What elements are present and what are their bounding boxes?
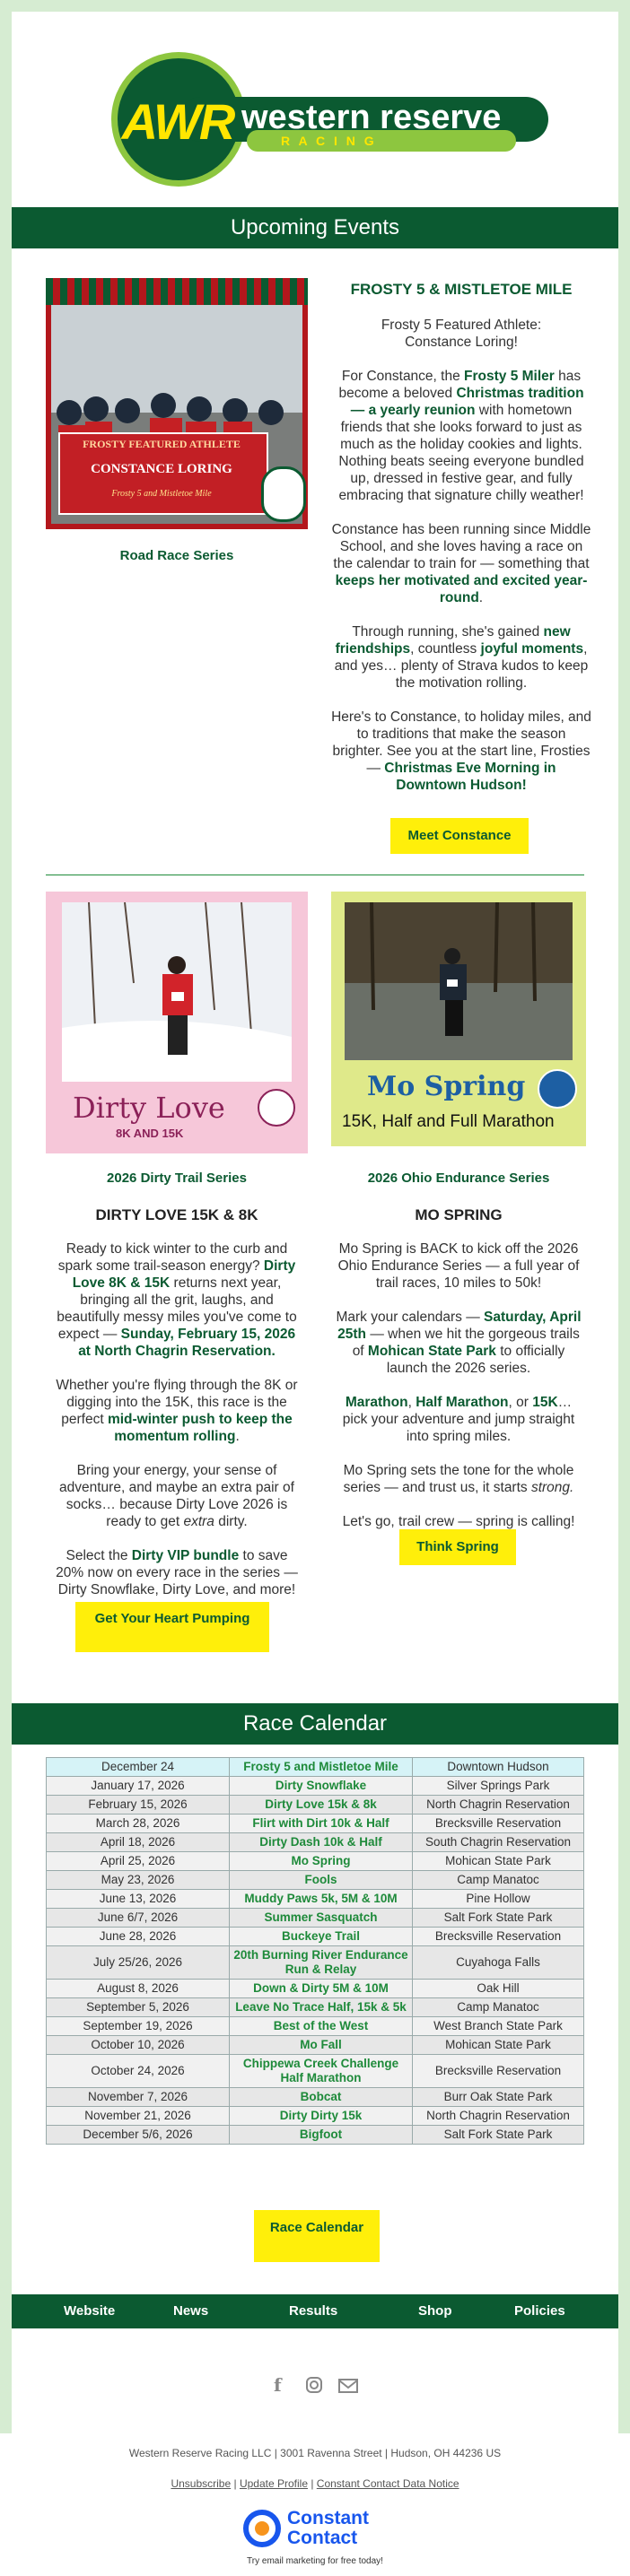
calendar-location: Pine Hollow (413, 1890, 584, 1909)
frosty-text (331, 317, 591, 794)
mo-title: MO SPRING (415, 1206, 503, 1223)
calendar-location: North Chagrin Reservation (413, 1796, 584, 1815)
logo-name: western reserve (241, 99, 502, 136)
calendar-race[interactable]: Best of the West (230, 2017, 413, 2036)
calendar-date: November 21, 2026 (47, 2107, 230, 2126)
calendar-location: Camp Manatoc (413, 1871, 584, 1890)
data-notice-link[interactable]: Constant Contact Data Notice (316, 2477, 459, 2490)
calendar-race[interactable]: Dirty Snowflake (230, 1777, 413, 1796)
dirty-love-image[interactable] (46, 892, 308, 1153)
dirty-p2: Whether you're flying through the 8K or digging into the 15K, this race is the perfect mid-winter push to keep the momentum rolling. (56, 1378, 298, 1444)
mo-p4: Mo Spring sets the tone for the whole series — and trust us, it starts strong. (343, 1463, 574, 1495)
calendar-location: South Chagrin Reservation (413, 1833, 584, 1852)
calendar-row (47, 2036, 584, 2055)
link-separator: | (308, 2477, 317, 2490)
think-spring-button[interactable]: Think Spring (399, 1529, 516, 1565)
calendar-row (47, 1833, 584, 1852)
calendar-date: March 28, 2026 (47, 1815, 230, 1833)
calendar-location: Mohican State Park (413, 2036, 584, 2055)
mo-spring-image-sub: 15K, Half and Full Marathon (342, 1112, 555, 1131)
calendar-row (47, 1815, 584, 1833)
calendar-race[interactable]: Dirty Dirty 15k (230, 2107, 413, 2126)
calendar-location: Silver Springs Park (413, 1777, 584, 1796)
calendar-date: April 18, 2026 (47, 1833, 230, 1852)
meet-constance-button[interactable]: Meet Constance (390, 818, 529, 854)
frosty-badge (261, 466, 306, 522)
calendar-row (47, 1928, 584, 1946)
footer-nav (12, 2294, 618, 2328)
calendar-race[interactable]: Bobcat (230, 2088, 413, 2107)
calendar-row (47, 2107, 584, 2126)
calendar-date: September 19, 2026 (47, 2017, 230, 2036)
mo-spring-logo (538, 1069, 577, 1109)
calendar-location: Camp Manatoc (413, 1998, 584, 2017)
constant-contact-footer (0, 2433, 630, 2576)
calendar-date: June 13, 2026 (47, 1890, 230, 1909)
mo-text (335, 1240, 582, 1530)
cc-name-1: Constant (287, 2508, 369, 2528)
calendar-race[interactable]: Fools (230, 1871, 413, 1890)
calendar-location: Salt Fork State Park (413, 1909, 584, 1928)
logo-sub: R A C I N G (281, 134, 377, 148)
logo-letters: AWR (121, 93, 234, 150)
calendar-row (47, 1909, 584, 1928)
email-icon[interactable] (338, 2378, 358, 2394)
cc-name-2: Contact (287, 2528, 358, 2548)
race-calendar-button-label: Race Calendar (269, 2220, 364, 2235)
calendar-row (47, 1777, 584, 1796)
company-address: Western Reserve Racing LLC | 3001 Ravenna Street | Hudson, OH 44236 US (128, 2447, 502, 2459)
frosty-p1: For Constance, the Frosty 5 Miler has become a beloved Christmas tradition — a yearly reunion with hometown friends that she looks forward to just as much as the holiday cookies and lights. Nothing beats seeing everyone bundled up, dressed in festive gear, and fully embracing that signature chilly weather! (338, 369, 584, 503)
footer-link-shop[interactable]: Shop (418, 2303, 452, 2319)
calendar-location: Downtown Hudson (413, 1758, 584, 1777)
calendar-date: October 10, 2026 (47, 2036, 230, 2055)
calendar-location: Brecksville Reservation (413, 1928, 584, 1946)
update-profile-link[interactable]: Update Profile (239, 2477, 308, 2490)
calendar-row (47, 1946, 584, 1980)
calendar-race[interactable]: Frosty 5 and Mistletoe Mile (230, 1758, 413, 1777)
upcoming-events-banner: Upcoming Events (12, 207, 618, 248)
calendar-row (47, 1796, 584, 1815)
get-heart-pumping-label: Get Your Heart Pumping (94, 1611, 250, 1626)
calendar-row (47, 2017, 584, 2036)
frosty-image-name: CONSTANCE LORING (91, 462, 232, 476)
calendar-row (47, 1758, 584, 1777)
frosty-p3: Through running, she's gained new friendships, countless joyful moments, and yes… plenty of Strava kudos to keep the motivation rolling. (334, 624, 589, 691)
calendar-date: April 25, 2026 (47, 1852, 230, 1871)
footer-link-website[interactable]: Website (64, 2303, 116, 2319)
footer-link-news[interactable]: News (173, 2303, 209, 2319)
runner-snow-photo (62, 902, 292, 1082)
link-separator: | (231, 2477, 240, 2490)
calendar-date: December 24 (47, 1758, 230, 1777)
dirty-love-image-title: Dirty Love (73, 1091, 225, 1125)
calendar-race[interactable]: Leave No Trace Half, 15k & 5k (230, 1998, 413, 2017)
dirty-title: DIRTY LOVE 15K & 8K (95, 1206, 258, 1223)
frosty-image-sub: Frosty 5 and Mistletoe Mile (111, 489, 212, 499)
mo-spring-image-title: Mo Spring (367, 1071, 526, 1102)
calendar-date: December 5/6, 2026 (47, 2126, 230, 2145)
calendar-race[interactable]: Buckeye Trail (230, 1928, 413, 1946)
calendar-date: January 17, 2026 (47, 1777, 230, 1796)
calendar-race[interactable]: Chippewa Creek Challenge Half Marathon (230, 2055, 413, 2088)
calendar-race[interactable]: Flirt with Dirt 10k & Half (230, 1815, 413, 1833)
calendar-race[interactable]: Summer Sasquatch (230, 1909, 413, 1928)
runner-forest-photo (345, 902, 573, 1060)
calendar-row (47, 2055, 584, 2088)
footer-link-policies[interactable]: Policies (514, 2303, 565, 2319)
calendar-date: July 25/26, 2026 (47, 1946, 230, 1980)
unsubscribe-link[interactable]: Unsubscribe (171, 2477, 232, 2490)
dirty-p1: Ready to kick winter to the curb and spark some trail-season energy? Dirty Love 8K & 15K returns next year, bringing all the grit, laughs, and beautifully messy miles you've come to expect — Sunday, February 15, 2026 at North Chagrin Reservation. (57, 1241, 297, 1359)
calendar-race[interactable]: Mo Fall (230, 2036, 413, 2055)
calendar-race[interactable]: Mo Spring (230, 1852, 413, 1871)
calendar-location: Cuyahoga Falls (413, 1946, 584, 1980)
calendar-location: Brecksville Reservation (413, 1815, 584, 1833)
footer-links (0, 2477, 630, 2490)
calendar-race[interactable]: Dirty Dash 10k & Half (230, 1833, 413, 1852)
mo-caption: 2026 Ohio Endurance Series (367, 1171, 550, 1186)
dirty-p3: Bring your energy, your sense of adventure, and maybe an extra pair of socks… because Dirty Love 2026 is ready to get extra dirty. (59, 1463, 294, 1529)
calendar-race[interactable]: 20th Burning River Endurance Run & Relay (230, 1946, 413, 1980)
calendar-date: February 15, 2026 (47, 1796, 230, 1815)
calendar-row (47, 2088, 584, 2107)
calendar-race[interactable]: Muddy Paws 5k, 5M & 10M (230, 1890, 413, 1909)
calendar-date: August 8, 2026 (47, 1980, 230, 1998)
mo-p2: Mark your calendars — Saturday, April 25th — when we hit the gorgeous trails of Mohican State Park to officially launch the 2026 series. (336, 1310, 582, 1376)
calendar-date: November 7, 2026 (47, 2088, 230, 2107)
race-calendar-button[interactable] (254, 2210, 380, 2262)
frosty-title: FROSTY 5 & MISTLETOE MILE (350, 281, 573, 298)
dirty-p4: Select the Dirty VIP bundle to save 20% now on every race in the series — Dirty Snowflake, Dirty Love, and more! (56, 1548, 298, 1597)
calendar-date: May 23, 2026 (47, 1871, 230, 1890)
email-body (12, 12, 618, 2433)
calendar-row (47, 1852, 584, 1871)
mo-p1: Mo Spring is BACK to kick off the 2026 Ohio Endurance Series — a full year of trail races, 10 miles to 50k! (337, 1241, 580, 1291)
frosty-p4: Here's to Constance, to holiday miles, and to traditions that make the season brighter. See you at the start line, Frosties — Christmas Eve Morning in Downtown Hudson! (331, 709, 591, 793)
dirty-trail-logo (258, 1089, 295, 1127)
race-calendar-banner: Race Calendar (12, 1703, 618, 1745)
race-calendar-table (46, 1757, 584, 2145)
footer-link-results[interactable]: Results (289, 2303, 338, 2319)
calendar-row (47, 1998, 584, 2017)
calendar-location: North Chagrin Reservation (413, 2107, 584, 2126)
dirty-love-image-sub: 8K AND 15K (116, 1127, 184, 1140)
calendar-race[interactable]: Dirty Love 15k & 8k (230, 1796, 413, 1815)
calendar-location: Salt Fork State Park (413, 2126, 584, 2145)
calendar-location: Brecksville Reservation (413, 2055, 584, 2088)
frosty-image[interactable] (46, 278, 308, 529)
calendar-race[interactable]: Down & Dirty 5M & 10M (230, 1980, 413, 1998)
calendar-date: September 5, 2026 (47, 1998, 230, 2017)
calendar-row (47, 2126, 584, 2145)
frosty-caption: Road Race Series (119, 548, 234, 563)
mo-p3: Marathon, Half Marathon, or 15K… pick your adventure and jump straight into spring miles. (342, 1395, 575, 1444)
get-heart-pumping-button[interactable] (75, 1602, 269, 1652)
mo-spring-image[interactable] (331, 892, 586, 1146)
calendar-date: June 28, 2026 (47, 1928, 230, 1946)
logo-area (12, 12, 618, 207)
dirty-text (51, 1240, 302, 1598)
constant-contact-logo-icon[interactable] (242, 2509, 282, 2548)
frosty-p2: Constance has been running since Middle School, and she loves having a race on the calendar to train for — something that keeps her motivated and excited year-round. (331, 522, 591, 605)
instagram-icon[interactable] (305, 2376, 323, 2394)
calendar-row (47, 1980, 584, 1998)
calendar-location: Burr Oak State Park (413, 2088, 584, 2107)
facebook-icon[interactable]: f (274, 2374, 282, 2396)
dirty-caption: 2026 Dirty Trail Series (107, 1171, 247, 1186)
calendar-row (47, 1890, 584, 1909)
calendar-location: Mohican State Park (413, 1852, 584, 1871)
calendar-race[interactable]: Bigfoot (230, 2126, 413, 2145)
calendar-row (47, 1871, 584, 1890)
cc-tagline[interactable]: Try email marketing for free today! (247, 2556, 383, 2566)
frosty-intro2: Constance Loring! (405, 335, 518, 350)
calendar-date: October 24, 2026 (47, 2055, 230, 2088)
frosty-intro1: Frosty 5 Featured Athlete: (381, 318, 542, 333)
calendar-location: Oak Hill (413, 1980, 584, 1998)
cc-name[interactable] (287, 2509, 369, 2548)
calendar-date: June 6/7, 2026 (47, 1909, 230, 1928)
mo-p5: Let's go, trail crew — spring is calling! (342, 1514, 575, 1529)
calendar-location: West Branch State Park (413, 2017, 584, 2036)
frosty-image-top: FROSTY FEATURED ATHLETE (83, 438, 241, 450)
